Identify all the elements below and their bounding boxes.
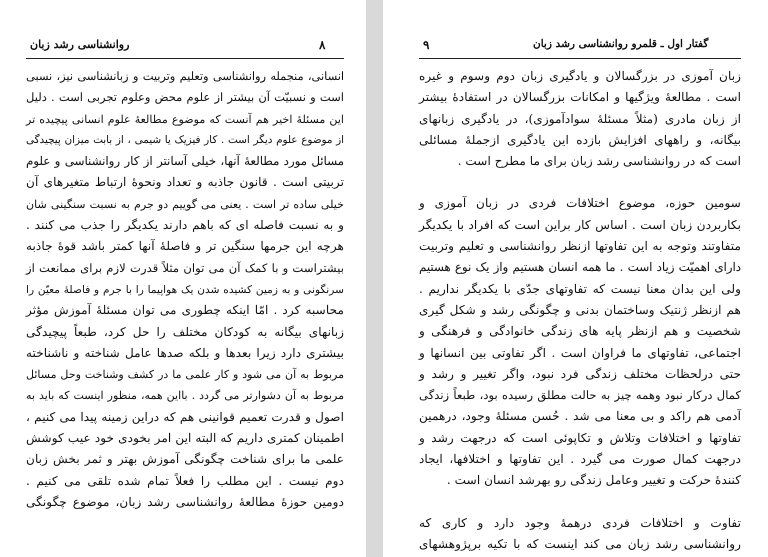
text-line: دارای اهمیّت زیاد است . ما همه انسان هستیم واز یک نوع هستیم	[419, 260, 741, 275]
text-line: زبانهای بیگانه به کودکان مختلف را حل کرد، طبعاً پیچیدگی	[26, 324, 344, 339]
running-header-title: گفتار اول ـ قلمرو روانشناسی رشد زبان	[533, 38, 709, 50]
page-body-text	[419, 66, 741, 555]
text-line: علمی ما برای شناخت چگونگی آموزش بهتر و ثمر بخش زبان	[26, 452, 344, 467]
text-line: هرچه این جرمها سنگین تر و فاصلهٔ آنها کمتر باشد قوهٔ جاذبه	[26, 239, 344, 254]
paragraph-gap	[419, 492, 741, 513]
page-number: ۸	[319, 38, 326, 52]
text-line: بیشتراست و با کمک آن می توان مثلاً قدرت لازم برای ممانعت از	[26, 260, 344, 275]
text-line: و به نسبت فاصله ای که باهم دارند یکدیگر را جذب می کنند .	[26, 218, 344, 233]
text-line: انسانی، منجمله روانشناسی وتعلیم وتربیت و زبانشناسی نیز، نسبی	[26, 69, 344, 83]
text-line: زبان آموزی در بزرگسالان و یادگیری زبان دوم وسوم و غیره	[419, 69, 741, 83]
paragraph-gap	[419, 172, 741, 193]
text-line: درجهت کمال صورت می گیرد . این تفاوتها و اختلافها، ایجاد	[419, 452, 741, 467]
text-line: این مسئلهٔ اخیر هم آنست که موضوع مطالعهٔ علوم انسانی پیچیده تر	[26, 112, 344, 126]
text-line: بیشتری دارد زیرا بعدها و بلکه صدها عامل شناخته و ناشناخته	[26, 345, 344, 360]
text-line: اصول و قدرت تعمیم قوانینی هم که دراین زمینه پیدا می کنیم ،	[26, 409, 344, 424]
text-line: متفاوتند وتوجه به این تفاوتها ازنظر روانشناسی و تعلیم وتربیت	[419, 239, 741, 254]
text-line: از زبان مادری (مثلاً مسئلهٔ سوادآموزی)، در یادگیری زبانهای	[419, 111, 741, 126]
text-line: است و نسبیّت آن بیشتر از علوم محض وعلوم تجربی است . دلیل	[26, 90, 344, 105]
header-rule	[26, 58, 344, 59]
text-line: تفاوت و اختلافات فردی درهمهٔ وجود دارد و کاری که	[419, 515, 741, 530]
text-line: آدمی هم راکد و بی معنا می شد . حُسن مسئلهٔ وجود، درهمین	[419, 409, 741, 424]
running-header-title: روانشناسی رشد زبان	[30, 38, 130, 51]
text-line: بکاربردن زبان است . اساس کار براین است که افراد با یکدیگر	[419, 217, 741, 232]
text-line: ولی این بدان معنا نیست که تفاوتهای جدّی با یکدیگر نداریم .	[419, 281, 741, 296]
text-line: مسائل مورد مطالعهٔ آنها، خیلی آسانتر از کار روانشناسی و علوم	[26, 154, 344, 169]
right-page	[383, 0, 768, 557]
text-line: اطمینان کمتری داریم که البته این امر بخودی خود عیب کوشش	[26, 431, 344, 446]
text-line: دوم نیست . این مطلب را فعلاً تمام شده تلقی می کنیم .	[26, 473, 344, 488]
text-line: بیگانه، و راههای افزایش بازده این یادگیری ازجملهٔ مسائلی	[419, 132, 741, 147]
text-line: از موضوع علوم دیگر است . کار فیزیک یا شیمی ، از بابت میزان پیچیدگی	[26, 133, 344, 146]
text-line: تربیتی است . قانون جاذبه و تعداد ونحوهٔ ارتباط متغیرهای آن	[26, 175, 344, 190]
page-number: ۹	[423, 38, 430, 52]
text-line: است که در روانشناسی رشد زبان برای ما مطرح است .	[457, 154, 741, 169]
text-line: کمال درکار نبود وهمه چیز به حالت مطلق رسیده بود، طبعاً زندگی	[419, 388, 741, 403]
text-line: مربوط به آن می شود و کار علمی ما در کشف وشناخت وحل مسائل	[26, 368, 344, 382]
text-line: کنندهٔ حرکت و تغییر وعامل زندگی رو بهرشد انسان است .	[446, 473, 741, 488]
text-line: حتی درلحظات مختلف زندگی فرد نبود، واگر تغییر و رشد و	[419, 366, 741, 381]
text-line: تفاوتها و اختلافات وتلاش و تکاپوئی است که درجهت رشد و	[419, 430, 741, 445]
text-line: است . مطالعهٔ ویژگیها و امکانات بزرگسالان در استفادهٔ بیشتر	[419, 90, 741, 105]
text-line: دومین حوزهٔ مطالعهٔ روانشناسی رشد زبان، موضوع چگونگی	[26, 494, 344, 509]
header-rule	[419, 58, 741, 59]
text-line: سومین حوزه، موضوع اختلافات فردی در زبان آموزی و	[419, 196, 741, 211]
text-line: سرنگونی و به زمین کشیده شدن یک هواپیما را با جرم و فاصلهٔ معیّن را	[26, 282, 344, 296]
text-line: مربوط به آن دشوارتر می گردد . بااین همه، منظور اینست که باید به	[26, 389, 344, 403]
text-line: اجتماعی، تفاوتهای ما فراوان است . اگر تفاوتی بین انسانها و	[419, 345, 741, 360]
page-body-text	[26, 66, 344, 513]
text-line: هم ازنظر ژنتیک وساختمان بدنی و چگونگی رشد و شکل گیری	[419, 302, 741, 317]
text-line: محاسبه کرد . امّا اینکه چطوری می توان مسئلهٔ آموزش مؤثر	[26, 303, 344, 318]
text-line: شخصیت و هم ازنظر پایه های زندگی خانوادگی و فرهنگی و	[419, 324, 741, 339]
left-page	[0, 0, 366, 557]
text-line: روانشناسی رشد زبان می کند اینست که با تکیه برپژوهشهای	[419, 536, 741, 551]
text-line: خیلی ساده تر است . یعنی می گوییم دو جرم به نسبت سنگینی شان	[26, 197, 344, 211]
